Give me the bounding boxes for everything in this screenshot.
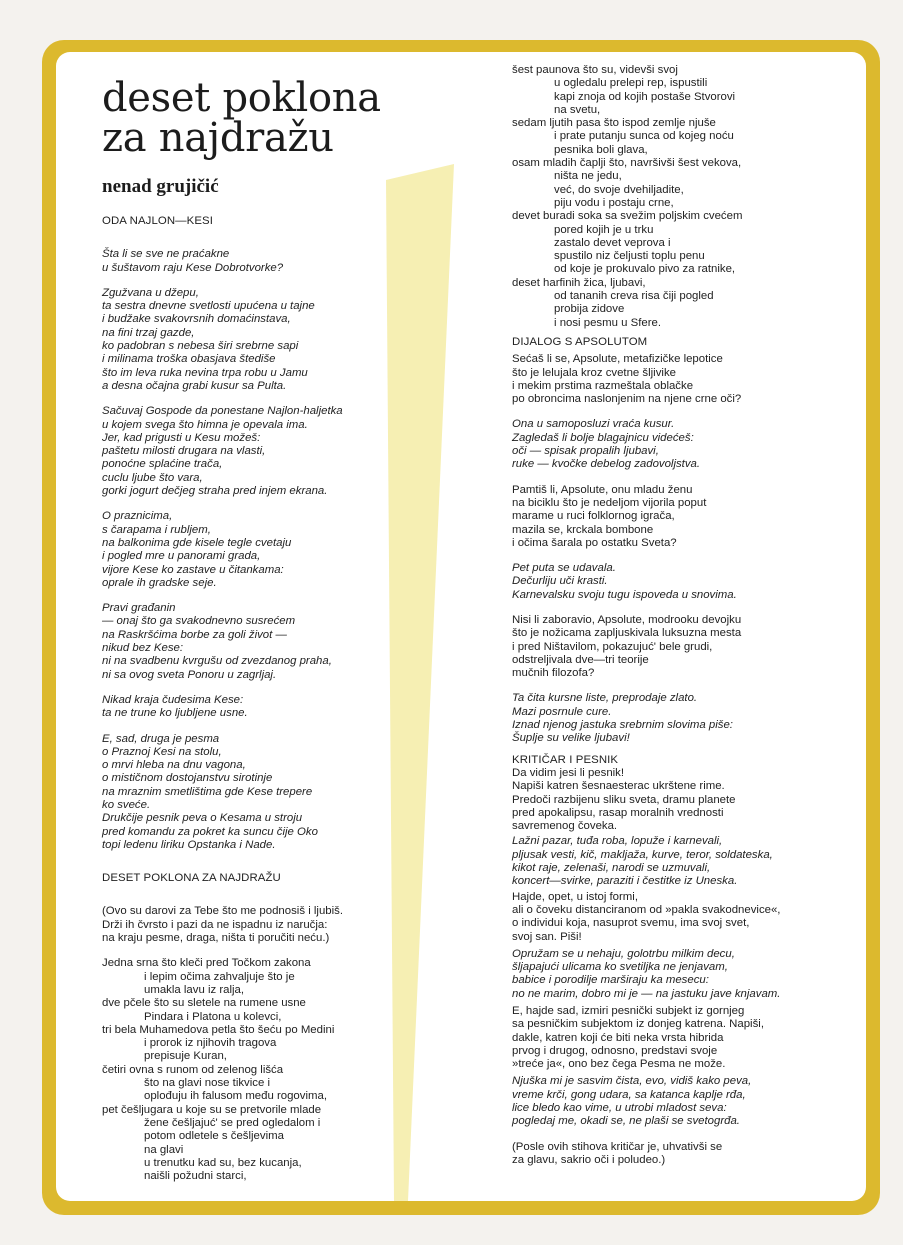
poem-line: deset harfinih žica, ljubavi, bbox=[512, 276, 646, 289]
poem-line: šljapajući ulicama ko svetiljka ne jenjavam, bbox=[512, 961, 728, 974]
poem-line: odstreljivala dve—tri teorije bbox=[512, 653, 649, 666]
poem-line: marame u ruci folklornog igrača, bbox=[512, 510, 675, 523]
poem-line: Da vidim jesi li pesnik! bbox=[512, 766, 625, 779]
poem-line: i nosi pesmu u Sfere. bbox=[554, 316, 661, 329]
poem-line: Sećaš li se, Apsolute, metafizičke lepotice bbox=[512, 353, 723, 366]
section-heading-kriticar: KRITIČAR I PESNIK bbox=[512, 753, 619, 766]
poem-line: E, hajde sad, izmiri pesnički subjekt iz gornjeg bbox=[512, 1005, 745, 1017]
poem-line: zastalo devet veprova i bbox=[554, 236, 671, 249]
stanza bbox=[102, 248, 432, 275]
poem-line: kikot raje, zelenaši, narodi se uzmuvali, bbox=[512, 862, 711, 875]
poem-line: o individui koja, nasuprot svemu, ima svoj svet, bbox=[512, 917, 750, 930]
stanza bbox=[102, 957, 432, 1183]
poem-line: pesnika boli glava, bbox=[554, 143, 648, 156]
poem-line: ponoćne splaćine trača, bbox=[102, 458, 223, 471]
stanza bbox=[512, 418, 842, 471]
stanza bbox=[512, 1141, 842, 1168]
poem-line: Opružam se u nehaju, golotrbu milkim decu, bbox=[512, 947, 735, 960]
poem-line: i pred Ništavilom, pokazujuć' bele grudi, bbox=[512, 640, 713, 653]
title-line-1: deset poklona bbox=[102, 75, 381, 121]
poem-line: Napiši katren šesnaesterac ukrštene rime. bbox=[512, 780, 725, 793]
stanza bbox=[512, 614, 842, 680]
stanza bbox=[512, 692, 842, 745]
poem-line: lice bledo kao vime, u utrobi mladost seva: bbox=[512, 1102, 727, 1115]
poem-line: na Raskršćima borbe za goli život — bbox=[102, 628, 287, 641]
stanza bbox=[512, 1005, 842, 1071]
poem-line: Pamtiš li, Apsolute, onu mladu ženu bbox=[512, 483, 693, 496]
poem-line: Zagledaš li bolje blagajnicu videćeš: bbox=[512, 431, 694, 444]
poem-line: i prorok iz njihovih tragova bbox=[144, 1037, 277, 1050]
poem-line: oprale ih gradske seje. bbox=[102, 576, 217, 589]
poem-line: — onaj što ga svakodnevno susrećem bbox=[102, 615, 296, 628]
poem-line: o Praznoj Kesi na stolu, bbox=[102, 745, 222, 758]
poem-line: što je lelujala kroz cvetne šljivike bbox=[512, 366, 676, 379]
poem-line: paštetu milosti drugara na vlasti, bbox=[102, 445, 266, 458]
section-heading-oda: ODA NAJLON—KESI bbox=[102, 215, 214, 227]
poem-line: u šuštavom raju Kese Dobrotvorke? bbox=[102, 261, 284, 274]
poem-line: u trenutku kad su, bez kucanja, bbox=[144, 1156, 302, 1169]
poem-line: prvog i drugog, odnosno, predstavi svoje bbox=[512, 1044, 718, 1057]
poem-line: od tananih creva risa čiji pogled bbox=[554, 290, 714, 303]
poem-line: što na glavi nose tikvice i bbox=[144, 1077, 270, 1090]
poem-line: topi ledenu liriku Opstanka i Nade. bbox=[102, 838, 276, 851]
poem-line: E, sad, druga je pesma bbox=[102, 732, 220, 745]
page-sheet bbox=[56, 52, 866, 1201]
poem-line: na svetu, bbox=[554, 103, 601, 116]
poem-line: probija zidove bbox=[554, 303, 625, 316]
poem-line: Pet puta se udavala. bbox=[512, 562, 616, 575]
stanza bbox=[512, 562, 842, 602]
poem-line: Zgužvana u džepu, bbox=[102, 286, 199, 299]
poem-line: Drukčije pesnik peva o Kesama u stroju bbox=[102, 812, 303, 825]
poem-line: o mrvi hleba na dnu vagona, bbox=[102, 759, 246, 772]
poem-line: pet češljugara u koje su se pretvorile mlade bbox=[102, 1103, 322, 1116]
poem-line: ali o čoveku distanciranom od »pakla svakodnevice«, bbox=[512, 903, 781, 916]
poem-line: u ogledalu prelepi rep, ispustili bbox=[554, 77, 708, 90]
poem-line: pored kojih je u trku bbox=[554, 223, 654, 236]
poem-line: o mističnom dostojanstvu sirotinje bbox=[102, 772, 273, 785]
poem-line: i mekim prstima razmeštala oblačke bbox=[512, 379, 694, 392]
poem-line: Drži ih čvrsto i pazi da ne ispadnu iz naručja: bbox=[102, 918, 328, 931]
poem-line: i milinama troška obasjava štediše bbox=[102, 353, 276, 366]
poem-line: od koje je prokuvalo pivo za ratnike, bbox=[554, 263, 736, 276]
poem-line: na kraju pesme, draga, ništa ti poručiti neću.) bbox=[102, 932, 330, 945]
poem-line: spustilo niz čeljusti toplu penu bbox=[554, 250, 705, 263]
page-title bbox=[102, 75, 381, 161]
poem-line: no ne marim, dobro mi je — na jastuku jave knjavam. bbox=[512, 987, 781, 1000]
stanza bbox=[102, 602, 432, 682]
section-heading-deset: DESET POKLONA ZA NAJDRAŽU bbox=[102, 872, 281, 885]
stanza bbox=[102, 510, 432, 590]
poem-line: pogledaj me, okadi se, ne plaši se svetogrđa. bbox=[512, 1115, 740, 1128]
poem-line: cuclu ljube što vara, bbox=[102, 471, 203, 484]
poem-line: gorki jogurt dečjeg straha pred injem ekrana. bbox=[102, 485, 328, 498]
stanza bbox=[102, 405, 432, 498]
poem-line: osam mladih čaplji što, navršivši šest vekova, bbox=[512, 157, 742, 170]
poem-line: sa pesničkim subjektom iz donjeg katrena. Napiši, bbox=[512, 1018, 764, 1031]
poem-line: i budžake svakovrsnih domaćinstava, bbox=[102, 313, 291, 326]
poem-line: Iznad njenog jastuka srebrnim slovima piše: bbox=[512, 719, 733, 732]
stanza bbox=[102, 694, 432, 721]
poem-line: umakla lavu iz ralja, bbox=[144, 983, 245, 996]
poem-line: kapi znoja od kojih postaše Stvorovi bbox=[554, 90, 736, 103]
poem-line: Jer, kad prigusti u Kesu možeš: bbox=[102, 431, 261, 444]
stanza bbox=[512, 891, 842, 944]
poem-line: što im leva ruka nevina trpa robu u Jamu bbox=[102, 366, 308, 379]
poem-line: Pravi građanin bbox=[102, 602, 176, 615]
poem-line: i očima šarala po ostatku Sveta? bbox=[512, 536, 677, 549]
stanza bbox=[512, 484, 842, 550]
poem-line: vreme krči, gong udara, sa katanca kaplje rđa, bbox=[512, 1088, 746, 1101]
poem-line: ko sveće. bbox=[102, 798, 151, 811]
section-heading-dijalog: DIJALOG S APSOLUTOM bbox=[512, 335, 648, 348]
poem-line: Predoči razbijenu sliku sveta, dramu planete bbox=[512, 793, 736, 806]
poem-line: Ona u samoposluzi vraća kusur. bbox=[512, 418, 675, 431]
poem-line: vijore Kese ko zastave u čitankama: bbox=[102, 563, 284, 576]
stanza bbox=[512, 767, 842, 833]
poem-line: na glavi bbox=[144, 1143, 184, 1156]
poem-line: ništa ne jedu, bbox=[554, 170, 622, 183]
poem-line: Jedna srna što kleči pred Točkom zakona bbox=[102, 957, 311, 970]
left-column bbox=[102, 215, 432, 1183]
poem-line: oči — spisak propalih ljubavi, bbox=[512, 445, 659, 458]
poem-line: dve pčele što su sletele na rumene usne bbox=[102, 997, 306, 1010]
poem-line: Mazi posrnule cure. bbox=[512, 705, 612, 718]
poem-line: svoj san. Piši! bbox=[512, 930, 582, 943]
stanza bbox=[102, 733, 432, 853]
poem-line: i pogled mre u panorami grada, bbox=[102, 550, 261, 563]
poem-line: prepisuje Kuran, bbox=[144, 1050, 227, 1063]
poem-line: pred komandu za pokret ka suncu čije Oko bbox=[102, 825, 318, 838]
poem-line: ko padobran s nebesa širi srebrne sapi bbox=[102, 340, 299, 353]
stanza bbox=[102, 905, 432, 945]
stanza bbox=[512, 353, 842, 406]
poem-line: Dečurliju uči krasti. bbox=[512, 575, 608, 588]
poem-line: Hajde, opet, u istoj formi, bbox=[512, 890, 638, 903]
poem-line: Njuška mi je sasvim čista, evo, vidiš kako peva, bbox=[512, 1075, 752, 1088]
stanza bbox=[512, 1075, 842, 1128]
poem-line: tri bela Muhamedova petla što šeću po Medini bbox=[102, 1023, 335, 1036]
poem-line: Lažni pazar, tuđa roba, lopuže i karnevali, bbox=[512, 835, 723, 848]
poem-line: četiri ovna s runom od zelenog lišća bbox=[102, 1063, 284, 1076]
poem-line: već, do svoje dvehiljadite, bbox=[554, 183, 684, 196]
poem-line: savremenog čoveka. bbox=[512, 820, 618, 833]
poem-line: ni sa ovog sveta Ponoru u zagrljaj. bbox=[102, 668, 277, 681]
poem-line: (Posle ovih stihova kritičar je, uhvativši se bbox=[512, 1140, 723, 1153]
poem-line: mučnih filozofa? bbox=[512, 667, 595, 680]
poem-line: Pindara i Platona u kolevci, bbox=[144, 1010, 282, 1023]
author-name: nenad grujičić bbox=[102, 176, 219, 197]
stanza bbox=[512, 64, 842, 330]
poem-line: sedam ljutih pasa što ispod zemlje njuše bbox=[512, 117, 716, 130]
poem-line: žene češljajuć' se pred ogledalom i bbox=[144, 1116, 321, 1129]
poem-line: po obroncima naslonjenim na njene crne oči? bbox=[512, 393, 742, 406]
poem-line: koncert—svirke, paraziti i čestitke iz Uneska. bbox=[512, 875, 738, 888]
poem-line: na fini trzaj gazde, bbox=[102, 326, 195, 339]
poem-line: ta ne trune ko ljubljene usne. bbox=[102, 707, 248, 720]
poem-line: Šta li se sve ne praćakne bbox=[102, 248, 230, 261]
poem-line: »treće ja«, ono bez čega Pesma ne može. bbox=[512, 1058, 726, 1071]
poem-line: ruke — kvočke debelog zadovoljstva. bbox=[512, 458, 701, 471]
poem-line: dakle, katren koji će biti neka vrsta hibrida bbox=[512, 1031, 724, 1044]
poem-line: u kojem svega što himna je opevala ima. bbox=[102, 418, 308, 431]
poem-line: i prate putanju sunca od kojeg noću bbox=[554, 130, 734, 143]
poem-line: Ta čita kursne liste, preprodaje zlato. bbox=[512, 692, 698, 705]
poem-line: na mraznim smetlištima gde Kese trepere bbox=[102, 785, 313, 798]
poem-line: oplođuju ih falusom među rogovima, bbox=[144, 1090, 327, 1103]
poem-line: na biciklu što je nedeljom vijorila poput bbox=[512, 496, 707, 509]
poem-line: pljusak vesti, kič, makljaža, kurve, teror, soldateska, bbox=[512, 848, 773, 861]
poem-line: naišli požudni starci, bbox=[144, 1170, 247, 1183]
poem-line: a desna očajna grabi kusur sa Pulta. bbox=[102, 379, 287, 392]
poem-line: s čarapama i rubljem, bbox=[102, 523, 211, 536]
poem-line: mazila se, krckala bombone bbox=[512, 523, 654, 536]
poem-line: šest paunova što su, videvši svoj bbox=[512, 64, 678, 76]
stanza bbox=[512, 835, 842, 888]
poem-line: devet buradi soka sa svežim poljskim cvećem bbox=[512, 210, 743, 223]
poem-line: pred apokalipsu, rasap moralnih vrednosti bbox=[512, 806, 724, 819]
right-column bbox=[512, 64, 842, 1167]
title-line-2: za najdražu bbox=[102, 115, 334, 161]
poem-line: Nikad kraja čudesima Kese: bbox=[102, 693, 244, 706]
poem-line: Nisi li zaboravio, Apsolute, modrooku devojku bbox=[512, 613, 742, 626]
poem-line: O praznicima, bbox=[102, 510, 173, 523]
poem-line: ni na svadbenu kvrgušu od zvezdanog praha, bbox=[102, 655, 332, 668]
poem-line: piju vodu i postaju crne, bbox=[554, 196, 674, 209]
poem-line: (Ovo su darovi za Tebe što me podnosiš i ljubiš. bbox=[102, 905, 344, 918]
poem-line: što je nožicama zapljuskivala luksuzna mesta bbox=[512, 627, 742, 640]
poem-line: Sačuvaj Gospode da ponestane Najlon-haljetka bbox=[102, 405, 343, 418]
stanza bbox=[512, 948, 842, 1001]
poem-line: nikud bez Kese: bbox=[102, 642, 184, 655]
poem-line: potom odletele s češljevima bbox=[144, 1130, 284, 1143]
poem-line: Karnevalsku svoju tugu ispoveda u snovima. bbox=[512, 588, 737, 601]
stanza bbox=[102, 287, 432, 393]
poem-line: babice i porodilje marširaju ka mesecu: bbox=[512, 974, 709, 987]
poem-line: za glavu, sakrio oči i poludeo.) bbox=[512, 1153, 666, 1166]
poem-line: na balkonima gde kisele tegle cvetaju bbox=[102, 536, 292, 549]
poem-line: Šuplje su velike ljubavi! bbox=[512, 732, 630, 745]
poem-line: i lepim očima zahvaljuje što je bbox=[144, 970, 295, 983]
poem-line: ta sestra dnevne svetlosti upućena u tajne bbox=[102, 300, 315, 313]
